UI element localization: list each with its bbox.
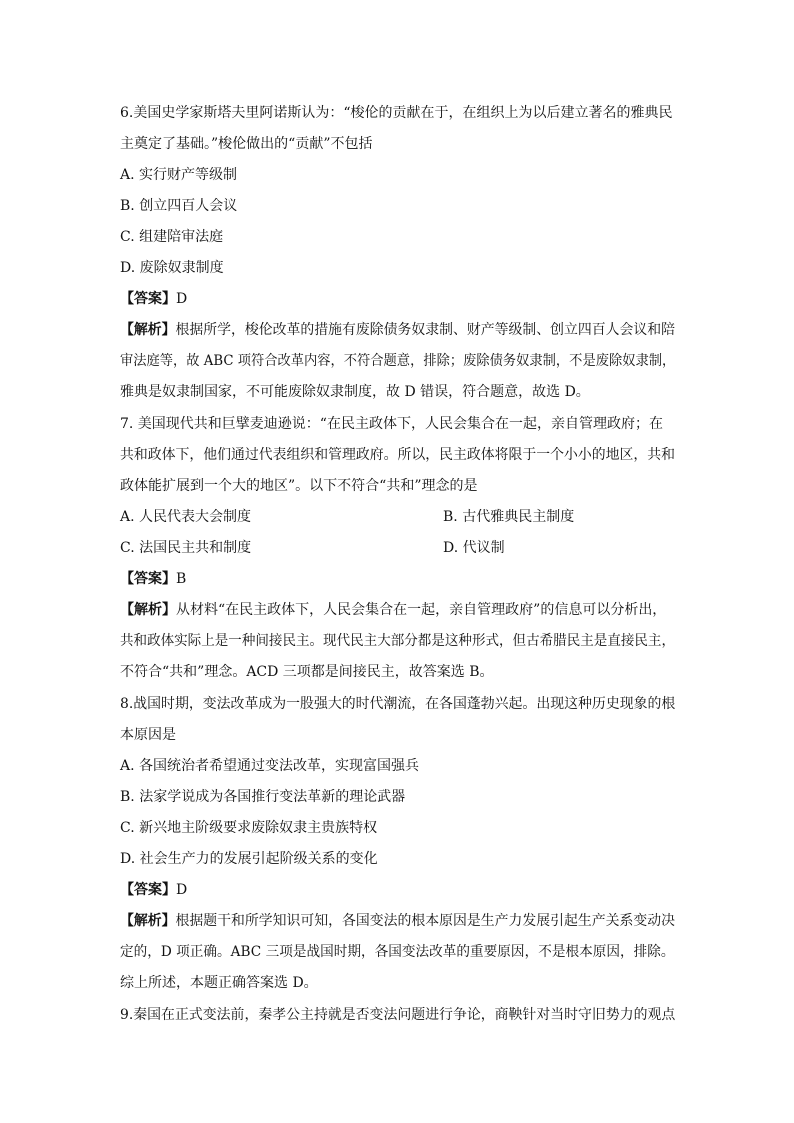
q7-stem-line-3: 政体能扩展到一个大的地区”。以下不符合“共和”理念的是 <box>120 478 478 494</box>
q6-option-b: B. 创立四百人会议 <box>120 198 238 214</box>
q8-analysis-line-1 <box>120 911 675 931</box>
q7-stem-line-2: 共和政体下，他们通过代表组织和管理政府。所以，民主政体将限于一个小小的地区，共和 <box>120 447 676 463</box>
q6-option-c: C. 组建陪审法庭 <box>120 229 224 245</box>
q8-option-c: C. 新兴地主阶级要求废除奴隶主贵族特权 <box>120 820 378 836</box>
answer-value: D <box>176 291 188 307</box>
q8-analysis-line-3: 综上所述，本题正确答案选 D。 <box>120 975 318 991</box>
answer-label: 【答案】 <box>120 571 176 587</box>
q6-analysis-line-3: 雅典是奴隶制国家，不可能废除奴隶制度，故 D 错误，符合题意，故选 D。 <box>120 384 590 400</box>
q9-stem-line-1: 9.秦国在正式变法前，秦孝公主持就是否变法问题进行争论，商鞅针对当时守旧势力的观点 <box>120 1007 676 1023</box>
q6-option-d: D. 废除奴隶制度 <box>120 260 224 276</box>
answer-label: 【答案】 <box>120 882 176 898</box>
analysis-label: 【解析】 <box>120 602 176 618</box>
q7-analysis-line-3: 不符合“共和”理念。ACD 三项都是间接民主，故答案选 B。 <box>120 664 494 680</box>
q6-option-a: A. 实行财产等级制 <box>120 167 238 183</box>
q7-stem-line-1: 7. 美国现代共和巨擘麦迪逊说：“在民主政体下，人民会集合在一起，亲自管理政府；在 <box>120 416 663 432</box>
analysis-text: 根据所学，梭伦改革的措施有废除债务奴隶制、财产等级制、创立四百人会议和陪 <box>175 322 676 338</box>
q7-option-b: B. 古代雅典民主制度 <box>443 509 575 525</box>
q6-stem-line-1: 6.美国史学家斯塔夫里阿诺斯认为：“梭伦的贡献在于，在组织上为以后建立著名的雅典民 <box>120 105 673 121</box>
answer-value: B <box>176 571 187 587</box>
analysis-text: 根据题干和所学知识可知，各国变法的根本原因是生产力发展引起生产关系变动决 <box>175 913 676 929</box>
q7-option-c: C. 法国民主共和制度 <box>120 540 252 556</box>
analysis-label: 【解析】 <box>120 913 176 929</box>
q7-answer <box>120 569 186 589</box>
q7-analysis-line-2: 共和政体实际上是一种间接民主。现代民主大部分都是这种形式，但古希腊民主是直接民主， <box>120 633 676 649</box>
q8-option-d: D. 社会生产力的发展引起阶级关系的变化 <box>120 851 378 867</box>
q6-analysis-line-1 <box>120 320 675 340</box>
q7-analysis-line-1 <box>120 600 666 620</box>
q8-stem-line-1: 8.战国时期，变法改革成为一股强大的时代潮流，在各国蓬勃兴起。出现这种历史现象的根 <box>120 696 676 712</box>
q8-option-a: A. 各国统治者希望通过变法改革，实现富国强兵 <box>120 758 420 774</box>
q8-answer <box>120 880 187 900</box>
q7-option-a: A. 人民代表大会制度 <box>120 509 252 525</box>
q7-option-d: D. 代议制 <box>443 540 505 556</box>
q8-stem-line-2: 本原因是 <box>120 727 176 743</box>
q6-stem-line-2: 主奠定了基础。”梭伦做出的“贡献”不包括 <box>120 136 373 152</box>
analysis-label: 【解析】 <box>120 322 176 338</box>
analysis-text: 从材料“在民主政体下，人民会集合在一起，亲自管理政府”的信息可以分析出， <box>176 602 667 618</box>
q6-analysis-line-2: 审法庭等，故 ABC 项符合改革内容，不符合题意，排除；废除债务奴隶制，不是废除奴隶制， <box>120 353 676 369</box>
q8-analysis-line-2: 定的，D 项正确。ABC 三项是战国时期，各国变法改革的重要原因，不是根本原因，排除。 <box>120 944 675 960</box>
q6-answer <box>120 289 187 309</box>
answer-label: 【答案】 <box>120 291 176 307</box>
answer-value: D <box>176 882 188 898</box>
q8-option-b: B. 法家学说成为各国推行变法革新的理论武器 <box>120 789 406 805</box>
